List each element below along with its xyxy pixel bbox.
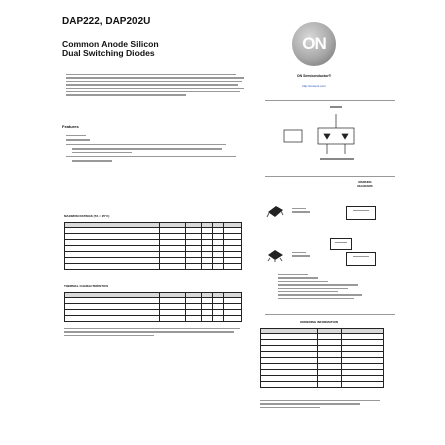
divider xyxy=(265,314,395,315)
ordering-footnote xyxy=(260,398,384,410)
marking-notes xyxy=(278,272,374,301)
divider xyxy=(265,100,395,101)
marking-box-sc70-top xyxy=(346,252,376,266)
document-title xyxy=(62,40,232,58)
ordering-table xyxy=(260,328,384,388)
table-footnote xyxy=(64,326,242,338)
pinout-schematic xyxy=(272,104,392,174)
part-numbers: DAP222, DAP202U xyxy=(62,16,151,27)
max-ratings-table xyxy=(64,222,242,270)
sc-75-package-image xyxy=(266,204,284,218)
description-paragraph xyxy=(66,72,246,98)
company-name: ON Semiconductor® xyxy=(296,74,332,78)
company-url[interactable]: http://onsemi.com xyxy=(302,84,326,88)
divider xyxy=(265,176,395,177)
on-semiconductor-logo xyxy=(292,22,336,66)
marking-box-sc75 xyxy=(346,206,376,220)
sc-70-package-image xyxy=(266,248,284,262)
marking-box-sc70 xyxy=(330,238,352,250)
marking-diagrams-caption: MARKING DIAGRAMS xyxy=(357,180,373,188)
ordering-information-caption: ORDERING INFORMATION xyxy=(300,320,338,324)
max-ratings-caption: MAXIMUM RATINGS (TA = 25°C) xyxy=(64,214,110,218)
package-label xyxy=(292,250,312,260)
thermal-caption: THERMAL CHARACTERISTICS xyxy=(64,284,109,288)
features-heading: Features xyxy=(62,124,79,129)
table-row xyxy=(65,316,242,322)
table-row xyxy=(65,264,242,270)
features-list xyxy=(66,132,246,164)
package-label xyxy=(292,206,312,216)
title-line-1: Common Anode Silicon xyxy=(62,39,159,49)
thermal-table xyxy=(64,292,242,322)
table-row xyxy=(261,382,384,388)
logo-text: ON xyxy=(302,34,326,53)
title-line-2: Dual Switching Diodes xyxy=(62,48,155,58)
